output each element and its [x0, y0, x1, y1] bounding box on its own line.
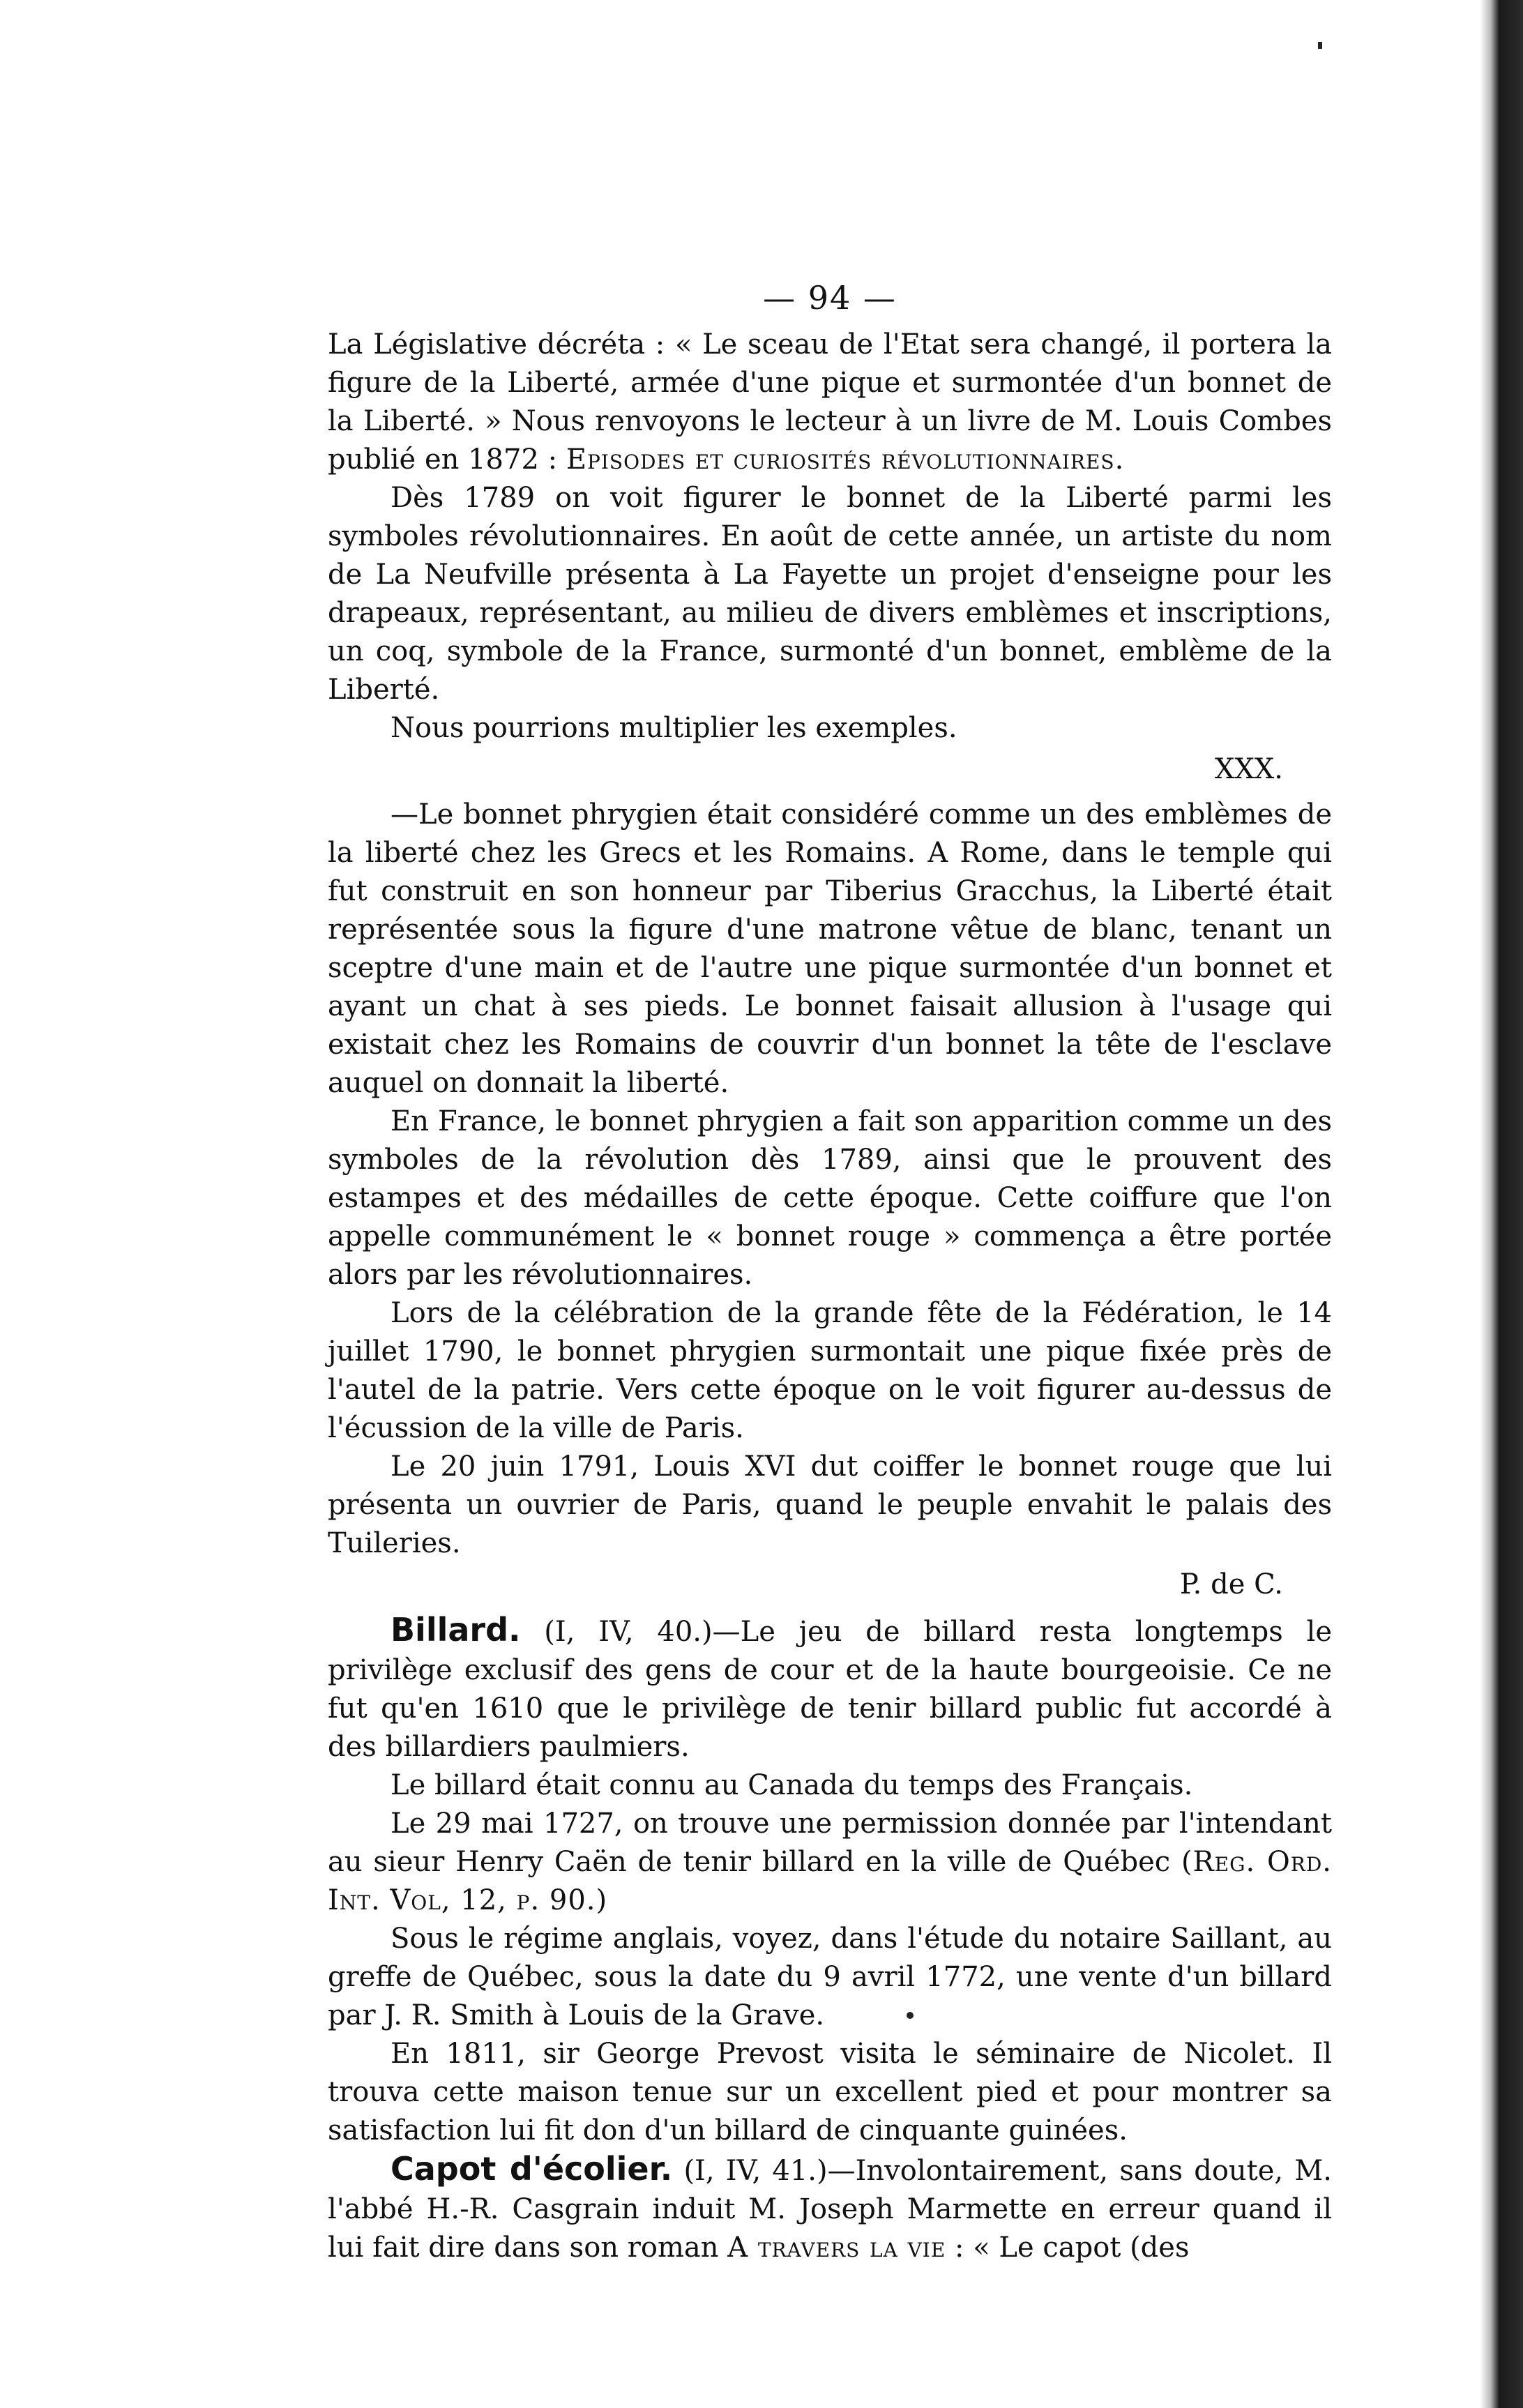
speck-mark [1318, 42, 1322, 49]
entry-reference: (I, IV, 40.) [544, 1616, 713, 1648]
signature: P. de C. [1179, 1568, 1283, 1600]
entry-billard [328, 1611, 1332, 1766]
paragraph: Le billard était connu au Canada du temps des Français. [391, 1769, 1193, 1801]
page-binding-edge [1480, 0, 1523, 2408]
book-page [328, 279, 1332, 2267]
entry-heading: Billard. [391, 1611, 521, 1649]
paragraph: Lors de la célébration de la grande fête de la Fédération, le 14 juillet 1790, le bonnet phrygien surmontait une pique fixée près de l'autel de la patrie. Vers cette époque on le voit figurer au-dessus de l'écussion de la ville de Paris. [328, 1297, 1332, 1444]
archive-reference: (Reg. Ord. Int. Vol, 12, p. 90.) [328, 1846, 1333, 1916]
paragraph: En 1811, sir George Prevost visita le séminaire de Nicolet. Il trouva cette maison tenue sur un excellent pied et pour montrer sa satisfaction lui fit don d'un billard de cinquante guinées. [328, 2038, 1332, 2146]
signature: XXX. [1214, 753, 1283, 785]
paragraph: En France, le bonnet phrygien a fait son apparition comme un des symboles de la révolution dès 1789, ainsi que le prouvent des estampes et des médailles de cette époque. Cette coiffure que l'on appelle communément le « bonnet rouge » commença a être portée alors par les révolutionnaires. [328, 1105, 1332, 1291]
ink-speck [907, 2012, 914, 2019]
paragraph: Dès 1789 on voit figurer le bonnet de la Liberté parmi les symboles révolutionnaires. En août de cette année, un artiste du nom de La Neufville présenta à La Fayette un projet d'enseigne pour les drapeaux, représentant, au milieu de divers emblèmes et inscriptions, un coq, symbole de la France, surmonté d'un bonnet, emblème de la Liberté. [328, 482, 1332, 706]
entry-reference: (I, IV, 41.) [683, 2155, 828, 2187]
paragraph-text: —Involontairement, sans doute, M. l'abbé H.-R. Casgrain induit M. Joseph Marmette en erreur quand il lui fait dire dans son roman [328, 2155, 1332, 2264]
page-number: — 94 — [763, 279, 897, 317]
paragraph-text: Le 29 mai 1727, on trouve une permission donnée par l'intendant au sieur Henry Caën de tenir billard en la ville de Québec [328, 1808, 1332, 1878]
book-title: Episodes et curiosités révolutionnaires. [566, 444, 1125, 476]
book-title: A travers la vie [727, 2232, 946, 2264]
paragraph-text: : « Le capot (des [955, 2232, 1190, 2264]
entry-heading: Capot d'écolier. [391, 2150, 673, 2188]
paragraph-text: —Le jeu de billard resta longtemps le privilège exclusif des gens de cour et de la haute bourgeoisie. Ce ne fut qu'en 1610 que le privilège de tenir billard public fut accordé à des billardiers paulmiers. [328, 1616, 1333, 1763]
paragraph-text: La Législative décréta : « Le sceau de l'Etat sera changé, il portera la figure de la Liberté, armée d'une pique et surmontée d'un bonnet de la Liberté. » Nous renvoyons le lecteur à un livre de M. Louis Combes publié en 1872 : [328, 328, 1332, 476]
paragraph: —Le bonnet phrygien était considéré comme un des emblèmes de la liberté chez les Grecs et les Romains. A Rome, dans le temple qui fut construit en son honneur par Tiberius Gracchus, la Liberté était représentée sous la figure d'une matrone vêtue de blanc, tenant un sceptre d'une main et de l'autre une pique surmontée d'un bonnet et ayant un chat à ses pieds. Le bonnet faisait allusion à l'usage qui existait chez les Romains de couvrir d'un bonnet la tête de l'esclave auquel on donnait la liberté. [328, 798, 1332, 1099]
paragraph: Nous pourrions multiplier les exemples. [391, 712, 957, 744]
paragraph [328, 1805, 1332, 1920]
entry-capot [328, 2150, 1332, 2267]
paragraph: Le 20 juin 1791, Louis XVI dut coiffer le bonnet rouge que lui présenta un ouvrier de Paris, quand le peuple envahit le palais des Tuileries. [328, 1451, 1332, 1559]
paragraph [328, 326, 1332, 479]
paragraph: Sous le régime anglais, voyez, dans l'étude du notaire Saillant, au greffe de Québec, sous la date du 9 avril 1772, une vente d'un billard par J. R. Smith à Louis de la Grave. [328, 1923, 1332, 2031]
